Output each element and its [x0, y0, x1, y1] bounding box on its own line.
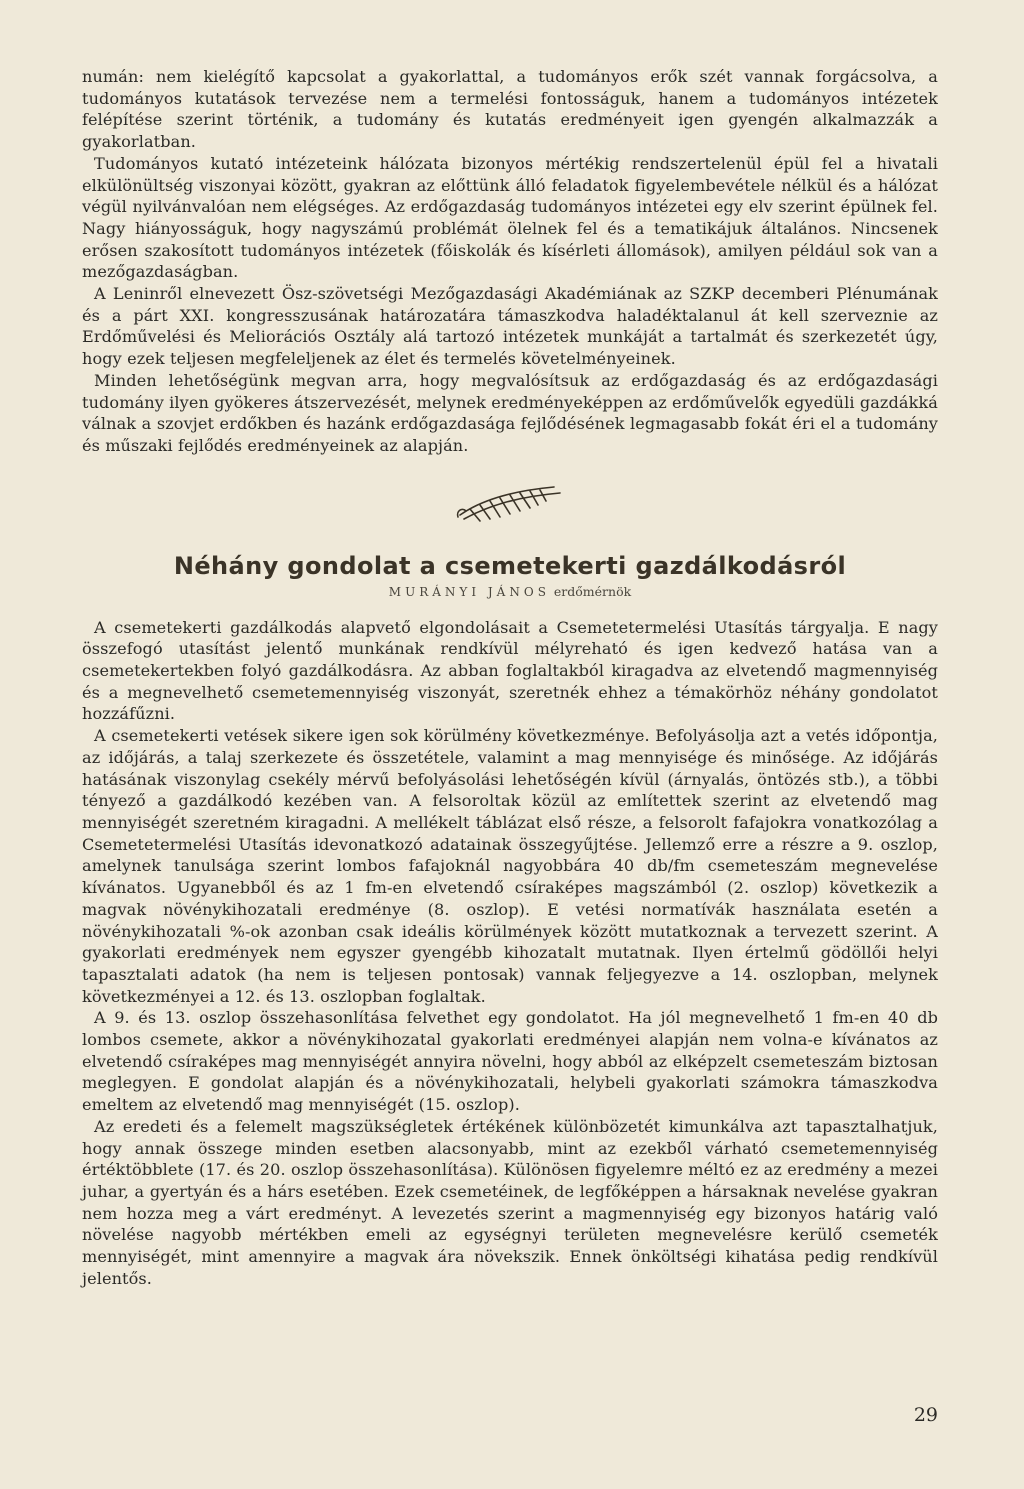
paragraph: Tudományos kutató intézeteink hálózata bizonyos mértékig rendszertelenül épül fel a hivatali elkülönültség viszonyai között, gyakran az előttünk álló feladatok figyelembevétele nélkül és a hálózat végül nyilvánvalóan nem elégséges. Az erdőgazdaság tudományos intézetei egy elv szerint épülnek fel. Nagy hiányosságuk, hogy nagyszámú problémát ölelnek fel és a tematikájuk általános. Nincsenek erősen szakosított tudományos intézetek (főiskolák és kísérleti állomások), amilyen például sok van a mezőgazdaságban.	[82, 153, 938, 282]
author-name: MURÁNYI JÁNOS	[388, 584, 550, 599]
article-title: Néhány gondolat a csemetekerti gazdálkodásról	[173, 551, 847, 580]
page-number: 29	[913, 1404, 938, 1426]
paragraph: numán: nem kielégítő kapcsolat a gyakorlattal, a tudományos erők szét vannak forgácsolva, a tudományos kutatások tervezése nem a termelési fontosságuk, hanem a tudományos intézetek felépítése szerint történik, a tudomány és kutatás eredményeit igen gyengén alkalmazzák a gyakorlatban.	[82, 67, 938, 152]
paragraph: Az eredeti és a felemelt magszükségletek értékének különbözetét kimunkálva azt tapasztalhatjuk, hogy annak összege minden esetben alacsonyabb, mint az ezekből várható csemetemennyiség értéktöbblete (17. és 20. oszlop összehasonlítása). Különösen figyelemre méltó ez az eredmény a mezei juhar, a gyertyán és a hárs esetében. Ezek csemetéinek, de legfőképpen a hársaknak nevelése gyakran nem hozza meg a várt eredményt. A levezetés szerint a magmennyiség egy bizonyos határig való növelése nagyobb mértékben emeli az egységnyi területen megnevelésre kerülő csemeték mennyiségét, mint amennyire a magvak ára növekszik. Ennek önköltségi kihatása pedig rendkívül jelentős.	[82, 1116, 938, 1288]
paragraph: A Leninről elnevezett Ösz-szövetségi Mezőgazdasági Akadémiának az SZKP decemberi Plénumának és a párt XXI. kongresszusának határozatára támaszkodva haladéktalanul át kell szerveznie az Erdőművelési és Meliorációs Osztály alá tartozó intézetek munkáját a tartalmát és szerkezetét úgy, hogy ezek teljesen megfeleljenek az élet és termelés követelményeinek.	[82, 284, 938, 369]
article-intro-continuation	[82, 66, 938, 457]
feather-ornament-icon	[450, 481, 570, 525]
article	[82, 551, 938, 1290]
paragraph: Minden lehetőségünk megvan arra, hogy megvalósítsuk az erdőgazdaság és az erdőgazdasági tudomány ilyen gyökeres átszervezését, melynek eredményeképpen az erdőművelők egyedüli gazdákká válnak a szovjet erdőkben és hazánk erdőgazdasága fejlődésének legmagasabb fokát éri el a tudomány és műszaki fejlődés eredményeinek az alapján.	[82, 370, 938, 455]
paragraph: A csemetekerti gazdálkodás alapvető elgondolásait a Csemetetermelési Utasítás tárgyalja. E nagy összefogó utasítást jelentő munkának rendkívül mélyreható és igen kedvező hatása van a csemetekertekben folyó gazdálkodásra. Az abban foglaltakból kiragadva az elvetendő magmennyiség és a megnevelhető csemetemennyiség viszonyát, szeretnék ehhez a témakörhöz néhány gondolatot hozzáfűzni.	[82, 617, 938, 724]
paragraph: A 9. és 13. oszlop összehasonlítása felvethet egy gondolatot. Ha jól megnevelhető 1 fm-en 40 db lombos csemete, akkor a növénykihozatal gyakorlati eredményei alapján nem volna-e kívánatos az elvetendő csíraképes mag mennyiségét annyira növelni, hogy abból az elképzelt csemeteszám biztosan meglegyen. E gondolat alapján és a növénykihozatali, helybeli gyakorlati számokra támaszkodva emeltem az elvetendő mag mennyiségét (15. oszlop).	[82, 1008, 938, 1115]
paragraph: A csemetekerti vetések sikere igen sok körülmény következménye. Befolyásolja azt a vetés időpontja, az időjárás, a talaj szerkezete és összetétele, valamint a mag mennyisége és minősége. Az időjárás hatásának viszonylag csekély mérvű befolyásolási lehetőségén kívül (árnyalás, öntözés stb.), a többi tényező a gazdálkodó kezében van. A felsoroltak közül az említettek szerint az elvetendő mag mennyiségét szeretném kiragadni. A mellékelt táblázat első része, a felsorolt fafajokra vonatkozólag a Csemetetermelési Utasítás idevonatkozó adatainak összegyűjtése. Jellemző erre a részre a 9. oszlop, amelynek tanulsága szerint lombos fafajoknál nagyobbára 40 db/fm csemeteszám megnevelése kívánatos. Ugyanebből és az 1 fm-en elvetendő csíraképes magszámból (2. oszlop) következik a magvak növénykihozatali eredménye (8. oszlop). E vetési normatívák használata esetén a növénykihozatali %-ok azonban csak ideális körülmények között mutatkoznak a tervezett szerint. A gyakorlati eredmények nem egyszer gyengébb kihozatalt mutatnak. Ilyen értelmű gödöllői helyi tapasztalati adatok (ha nem is teljesen pontosak) vannak feljegyezve a 14. oszlopban, melynek következményei a 12. és 13. oszlopban foglaltak.	[82, 726, 938, 1006]
byline	[82, 583, 938, 601]
page-content	[82, 66, 938, 1289]
author-role: erdőmérnök	[553, 583, 632, 599]
